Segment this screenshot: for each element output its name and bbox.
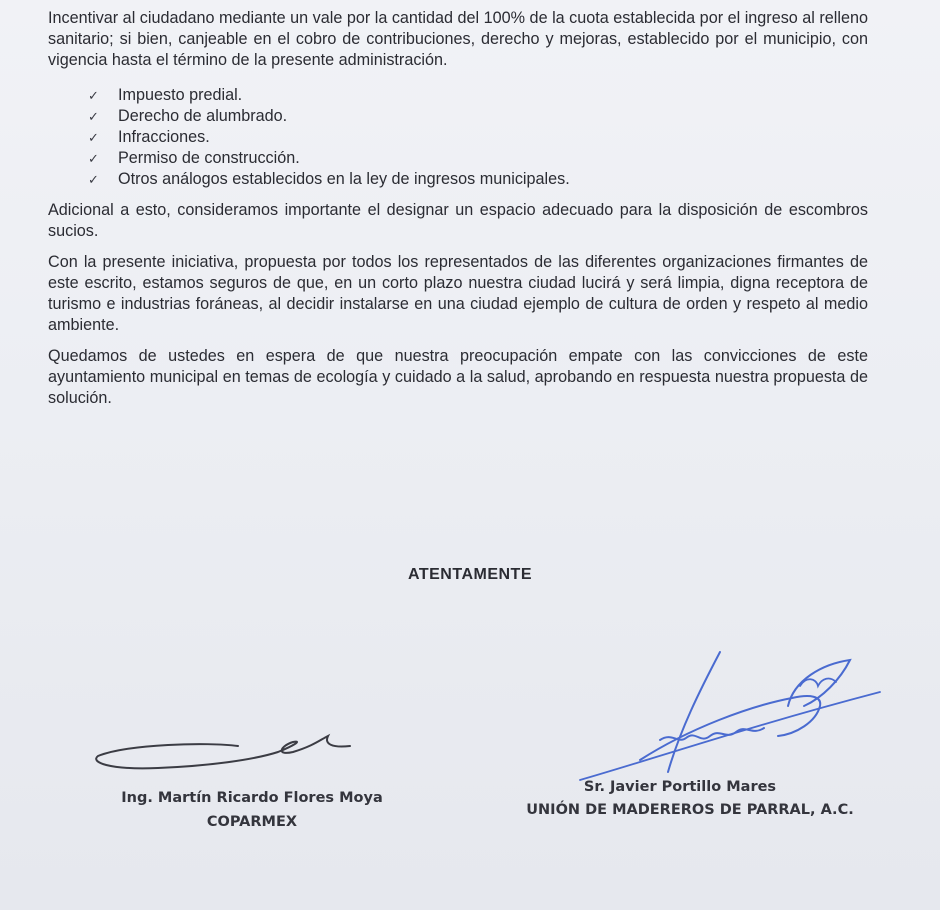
paragraph-debris: Adicional a esto, consideramos importante el designar un espacio adecuado para la disposición de escombros sucios. xyxy=(48,201,868,240)
contributions-checklist xyxy=(48,85,868,190)
left-signature xyxy=(88,722,368,782)
list-item xyxy=(88,85,868,106)
closing-salutation: ATENTAMENTE xyxy=(407,566,532,583)
check-icon: ✓ xyxy=(88,151,99,166)
list-item-label: Otros análogos establecidos en la ley de ingresos municipales. xyxy=(118,170,570,188)
check-icon: ✓ xyxy=(88,172,99,187)
list-item xyxy=(88,148,868,169)
check-icon: ✓ xyxy=(88,130,99,145)
right-signatory-organization: UNIÓN DE MADEREROS DE PARRAL, A.C. xyxy=(526,802,854,818)
list-item xyxy=(88,169,868,190)
paragraph-incentive: Incentivar al ciudadano mediante un vale por la cantidad del 100% de la cuota establecida por el ingreso al relleno sanitario; si bien, canjeable en el cobro de contribuciones, derecho y mejoras, establecido por el municipio, con vigencia hasta el término de la presente administración. xyxy=(48,9,868,69)
list-item-label: Infracciones. xyxy=(118,128,210,146)
list-item xyxy=(88,127,868,148)
letter-body xyxy=(48,8,868,419)
list-item xyxy=(88,106,868,127)
left-signatory-name: Ing. Martín Ricardo Flores Moya xyxy=(121,790,383,806)
check-icon: ✓ xyxy=(88,109,99,124)
left-signatory-organization: COPARMEX xyxy=(206,814,298,830)
list-item-label: Impuesto predial. xyxy=(118,86,243,104)
list-item-label: Permiso de construcción. xyxy=(118,149,300,167)
right-signatory-name: Sr. Javier Portillo Mares xyxy=(583,779,777,795)
check-icon: ✓ xyxy=(88,88,99,103)
right-signature xyxy=(560,640,890,790)
list-item-label: Derecho de alumbrado. xyxy=(118,107,288,125)
paragraph-initiative: Con la presente iniciativa, propuesta por todos los representados de las diferentes organizaciones firmantes de este escrito, estamos seguros de que, en un corto plazo nuestra ciudad lucirá y será limpia, digna receptora de turismo e industrias foráneas, al decidir instalarse en una ciudad ejemplo de cultura de orden y respeto al medio ambiente. xyxy=(48,253,868,334)
paragraph-closing-remarks: Quedamos de ustedes en espera de que nuestra preocupación empate con las convicciones de este ayuntamiento municipal en temas de ecología y cuidado a la salud, aprobando en respuesta nuestra propuesta de solución. xyxy=(48,347,868,407)
